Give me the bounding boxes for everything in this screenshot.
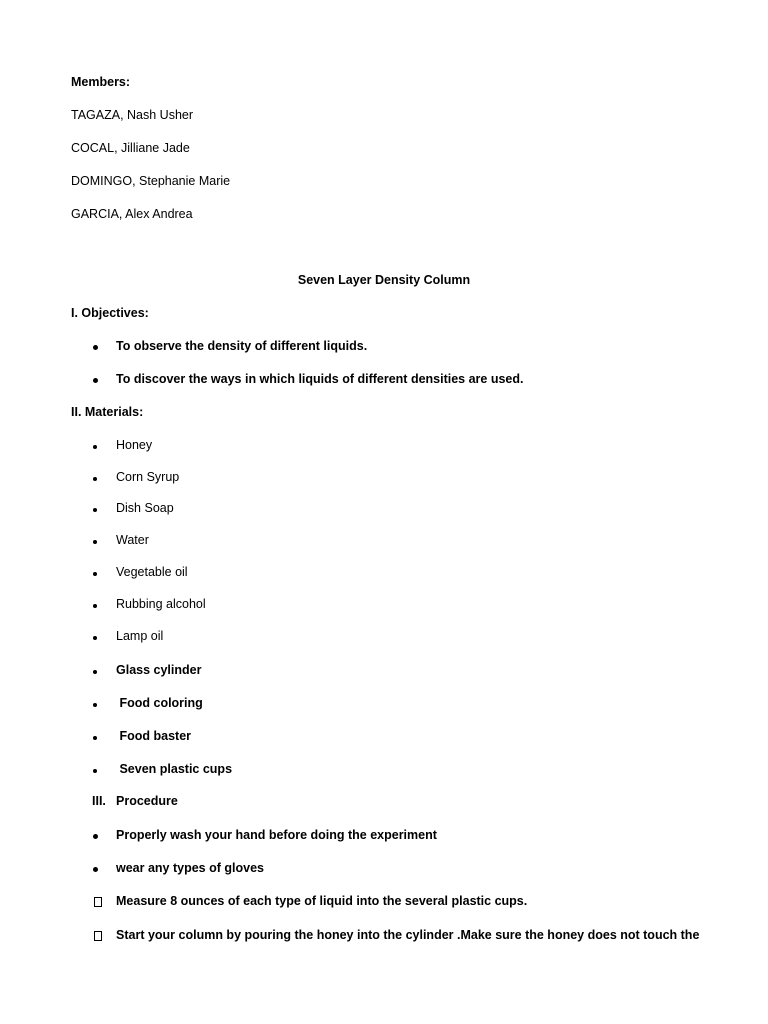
member-name: DOMINGO, Stephanie Marie [71, 174, 231, 188]
procedure-heading-row [92, 793, 178, 809]
material-item [92, 596, 206, 612]
member-name: TAGAZA, Nash Usher [71, 108, 194, 122]
material-item [92, 662, 201, 678]
bullet-icon [92, 564, 116, 580]
bullet-icon [92, 695, 116, 711]
objective-text: To discover the ways in which liquids of different densities are used. [116, 372, 524, 386]
procedure-text: Measure 8 ounces of each type of liquid into the several plastic cups. [116, 894, 528, 908]
bullet-icon [92, 437, 116, 453]
material-text: Dish Soap [116, 501, 174, 515]
material-text: Vegetable oil [116, 565, 188, 579]
material-item [92, 469, 179, 485]
checkbox-bullet-icon [92, 927, 116, 945]
material-item [92, 437, 152, 453]
member-name: COCAL, Jilliane Jade [71, 141, 190, 155]
bullet-icon [92, 532, 116, 548]
procedure-text: wear any types of gloves [116, 861, 264, 875]
procedure-numeral: III. [92, 794, 106, 808]
objectives-heading: I. Objectives: [71, 306, 149, 320]
material-text: Honey [116, 438, 153, 452]
material-text: Food baster [116, 729, 192, 743]
procedure-item [92, 893, 527, 911]
material-item [92, 500, 174, 516]
member-name: GARCIA, Alex Andrea [71, 207, 193, 221]
document-title: Seven Layer Density Column [297, 273, 471, 287]
material-text: Water [116, 533, 149, 547]
bullet-icon [92, 469, 116, 485]
objective-text: To observe the density of different liquids. [116, 339, 368, 353]
material-text: Corn Syrup [116, 470, 180, 484]
bullet-icon [92, 728, 116, 744]
objective-item [92, 338, 367, 354]
checkbox-bullet-icon [92, 893, 116, 911]
objective-item [92, 371, 524, 387]
material-item [92, 628, 163, 644]
procedure-item [92, 827, 437, 843]
bullet-icon [92, 860, 116, 876]
procedure-item [92, 927, 699, 945]
procedure-text: Properly wash your hand before doing the experiment [116, 828, 437, 842]
bullet-icon [92, 761, 116, 777]
procedure-heading: Procedure [116, 794, 178, 808]
bullet-icon [92, 662, 116, 678]
material-item [92, 695, 203, 711]
members-heading: Members: [71, 75, 131, 89]
procedure-item [92, 860, 264, 876]
material-item [92, 564, 188, 580]
material-item [92, 532, 149, 548]
bullet-icon [92, 500, 116, 516]
material-text: Lamp oil [116, 629, 164, 643]
material-text: Rubbing alcohol [116, 597, 206, 611]
procedure-text: Start your column by pouring the honey into the cylinder .Make sure the honey does not touch the [116, 928, 700, 942]
material-text: Glass cylinder [116, 663, 202, 677]
material-item [92, 761, 232, 777]
material-item [92, 728, 191, 744]
bullet-icon [92, 371, 116, 387]
bullet-icon [92, 338, 116, 354]
materials-heading: II. Materials: [71, 405, 144, 419]
material-text: Seven plastic cups [116, 762, 233, 776]
material-text: Food coloring [116, 696, 203, 710]
bullet-icon [92, 827, 116, 843]
bullet-icon [92, 596, 116, 612]
bullet-icon [92, 628, 116, 644]
